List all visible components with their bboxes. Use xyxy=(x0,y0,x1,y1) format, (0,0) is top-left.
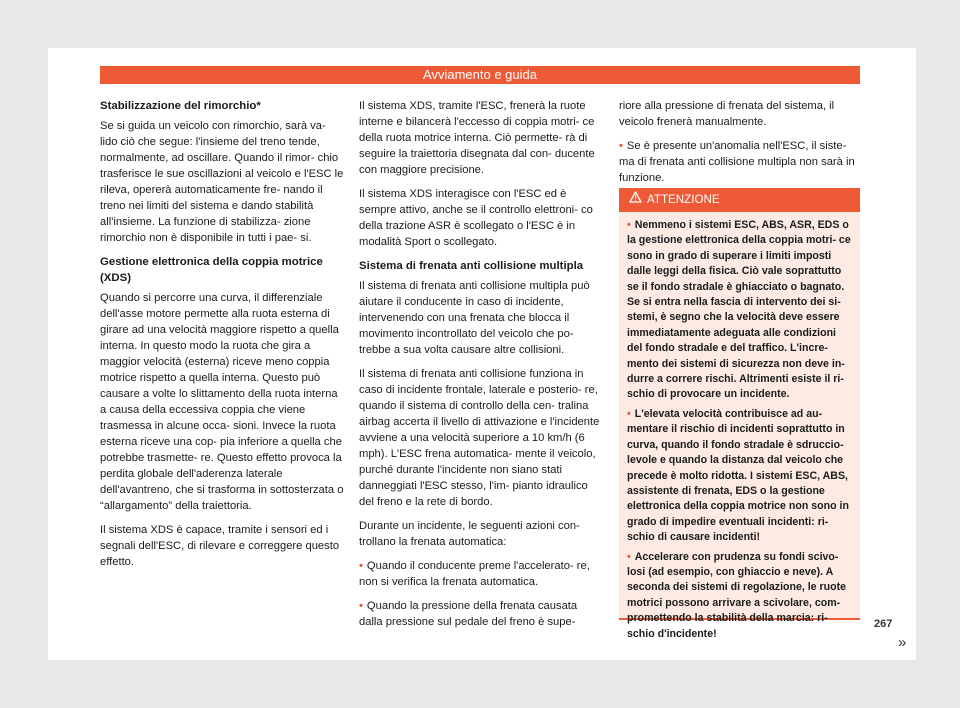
bullet-item: • Quando il conducente preme l'accelerato- re, non si verifica la frenata automatica. xyxy=(359,558,603,590)
warning-box xyxy=(619,188,860,640)
paragraph: Quando si percorre una curva, il differenziale dell'asse motore permette alla ruota esterna di girare ad una velocità maggiore rispetto a quella interna. In questo modo la ruota che gira a maggior velocità (esterna) riceve meno coppia motrice rispetto a quella interna. Questo può causare a volte lo slittamento della ruota interna a causa della eccessiva coppia che viene trasmessa in alcune occa- sioni. Invece la ruota esterna riceve una cop- pia inferiore a quella che potrebbe trasmette- re. Questo effetto provoca la perdita globale dell'aderenza laterale dell'avantreno, che si trasforma in sottosterzata o “allargamento” della traiettoria. xyxy=(100,292,344,512)
warning-body xyxy=(619,212,860,642)
column-3 xyxy=(619,98,860,194)
bullet-item: • Se è presente un'anomalia nell'ESC, il siste- ma di frenata anti collisione multipla non sarà in funzione. xyxy=(619,138,860,186)
heading-multi-collision-brake: Sistema di frenata anti collisione multipla xyxy=(359,260,584,272)
paragraph: Se si guida un veicolo con rimorchio, sarà va- lido ciò che segue: l'insieme del treno tende, normalmente, ad oscillare. Quando il rimor- chio trasferisce le sue oscillazioni al veicolo e l'ESC le rileva, opererà automaticamente fre- nando il treno nei limiti del sistema e dando stabilità all'insieme. La funzione di stabilizza- zione rimorchio non è disponibile in tutti i pae- si. xyxy=(100,120,344,244)
page-number: 267 xyxy=(874,618,893,630)
continue-arrow-icon: » xyxy=(898,634,907,651)
heading-trailer-stabilization: Stabilizzazione del rimorchio* xyxy=(100,100,261,112)
heading-xds: Gestione elettronica della coppia motrice (XDS) xyxy=(100,256,323,284)
column-2 xyxy=(359,98,603,638)
warning-title: ATTENZIONE xyxy=(647,193,720,206)
paragraph: Durante un incidente, le seguenti azioni con- trollano la frenata automatica: xyxy=(359,520,580,548)
warning-header xyxy=(619,188,860,212)
bullet-item: • Quando la pressione della frenata causata dalla pressione sul pedale del freno è supe- xyxy=(359,598,603,630)
paragraph: Il sistema XDS è capace, tramite i sensori ed i segnali dell'ESC, di rilevare e correggere questo effetto. xyxy=(100,524,340,568)
paragraph: Il sistema di frenata anti collisione funziona in caso di incidente frontale, laterale e posterio- re, quando il sistema di controllo della cen- tralina airbag accerta il livello di attivazione e l'incidente avviene a una velocità superiore a 10 km/h (6 mph). L'ESC frena automatica- mente il veicolo, purché durante l'incidente non siano stati danneggiati l'ESC stesso, l'im- pianto idraulico del freno e la rete di bordo. xyxy=(359,368,600,508)
paragraph: Il sistema di frenata anti collisione multipla può aiutare il conducente in caso di incidente, intervenendo con una frenata che blocca il movimento incontrollato del veicolo che po- trebbe a sua volta causare altre collisioni. xyxy=(359,280,590,356)
warning-bullet: • Accelerare con prudenza su fondi scivo- losi (ad esempio, con ghiaccio e neve). A seconda dei sistemi di regolazione, le ruote motrici possono arrivare a scivolare, com- promettendo la stabilità della marcia: ri- schio d'incidente! xyxy=(627,550,852,642)
paragraph: Il sistema XDS, tramite l'ESC, frenerà la ruote interne e bilancerà l'eccesso di coppia motri- ce della ruota motrice interna. Ciò permette- rà di seguire la traiettoria disegnata dal con- ducente con maggiore precisione. xyxy=(359,100,595,176)
warning-triangle-icon xyxy=(629,188,643,212)
paragraph: riore alla pressione di frenata del sistema, il veicolo frenerà manualmente. xyxy=(619,100,835,128)
section-header: Avviamento e guida xyxy=(100,66,860,84)
warning-bullet: • L'elevata velocità contribuisce ad au- mentare il rischio di incidenti soprattutto in curva, quando il fondo stradale è sdruccio- levole e quando la distanza dal veicolo che precede è molto ridotta. I sistemi ESC, ABS, assistente di frenata, EDS o la gestione elettronica della coppia motrice non sono in grado di impedire eventuali incidenti: ri- schio di causare incidenti! xyxy=(627,407,852,546)
column-1 xyxy=(100,98,344,578)
warning-bullet: • Nemmeno i sistemi ESC, ABS, ASR, EDS o la gestione elettronica della coppia motri- ce sono in grado di superare i limiti imposti dalle leggi della fisica. Ciò vale soprattutto se il fondo stradale è ghiacciato o bagnato. Se si entra nella fascia di intervento dei si- stemi, è segno che la velocità deve essere immediatamente adeguata alle condizioni del fondo stradale e del traffico. L'incre- mento dei sistemi di sicurezza non deve in- durre a correre rischi. Altrimenti esiste il ri- schio di provocare un incidente. xyxy=(627,218,852,403)
paragraph: Il sistema XDS interagisce con l'ESC ed è sempre attivo, anche se il controllo elettroni- co della trazione ASR è scollegato o l'ESC è in modalità Sport o scollegato. xyxy=(359,188,593,248)
manual-page xyxy=(48,48,916,660)
